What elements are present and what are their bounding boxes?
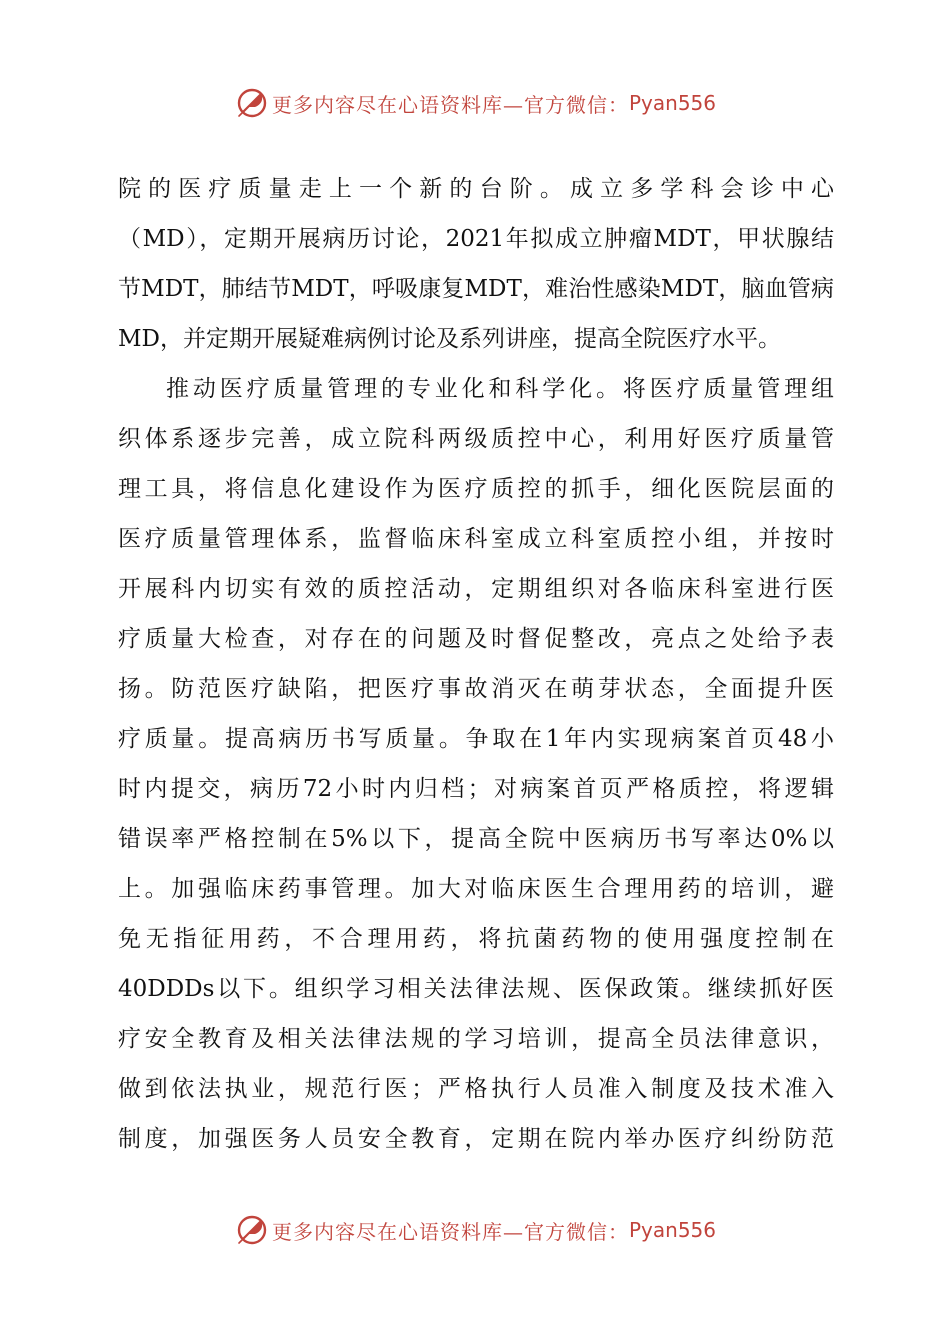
text-line: 疗质量。提高病历书写质量。争取在1年内实现病案首页48小	[118, 726, 834, 752]
quill-logo-icon	[234, 85, 270, 121]
text-line: 院的医疗质量走上一个新的台阶。成立多学科会诊中心	[118, 176, 834, 202]
text-line: 理工具，将信息化建设作为医疗质控的抓手，细化医院层面的	[118, 476, 834, 502]
header-banner	[0, 83, 950, 123]
banner-wechat-id: Pyan556	[628, 91, 716, 115]
quill-logo-icon	[234, 1212, 270, 1248]
text-line: 40DDDs以下。组织学习相关法律法规、医保政策。继续抓好医	[118, 976, 834, 1002]
paragraph	[118, 364, 834, 1164]
text-line: 织体系逐步完善，成立院科两级质控中心，利用好医疗质量管	[118, 426, 834, 452]
text-line: 扬。防范医疗缺陷，把医疗事故消灭在萌芽状态，全面提升医	[118, 676, 834, 702]
text-line: 疗质量大检查，对存在的问题及时督促整改，亮点之处给予表	[118, 626, 834, 652]
banner-wechat-id: Pyan556	[628, 1218, 716, 1242]
banner-text: 更多内容尽在心语资料库—官方微信：	[271, 1219, 629, 1244]
text-line: 免无指征用药，不合理用药，将抗菌药物的使用强度控制在	[118, 926, 834, 952]
text-line: 做到依法执业，规范行医；严格执行人员准入制度及技术准入	[118, 1076, 834, 1102]
text-line: 上。加强临床药事管理。加大对临床医生合理用药的培训，避	[118, 876, 834, 902]
text-line: 时内提交，病历72小时内归档；对病案首页严格质控，将逻辑	[118, 776, 834, 802]
document-body	[118, 164, 834, 1164]
text-line: 错误率严格控制在5%以下，提高全院中医病历书写率达0%以	[118, 826, 834, 852]
text-line: 疗安全教育及相关法律法规的学习培训，提高全员法律意识，	[118, 1026, 834, 1052]
text-line: 推动医疗质量管理的专业化和科学化。将医疗质量管理组	[166, 376, 834, 402]
text-line: 医疗质量管理体系，监督临床科室成立科室质控小组，并按时	[118, 526, 834, 552]
banner-text: 更多内容尽在心语资料库—官方微信：	[271, 92, 629, 117]
footer-banner	[0, 1210, 950, 1250]
text-line: 开展科内切实有效的质控活动，定期组织对各临床科室进行医	[118, 576, 834, 602]
paragraph	[118, 164, 834, 364]
text-line: 制度，加强医务人员安全教育，定期在院内举办医疗纠纷防范	[118, 1126, 834, 1152]
text-line: 节MDT，肺结节MDT，呼吸康复MDT，难治性感染MDT，脑血管病	[118, 276, 834, 302]
text-line: （MD），定期开展病历讨论，2021年拟成立肿瘤MDT，甲状腺结	[118, 226, 834, 252]
text-line: MD，并定期开展疑难病例讨论及系列讲座，提高全院医疗水平。	[118, 326, 781, 352]
